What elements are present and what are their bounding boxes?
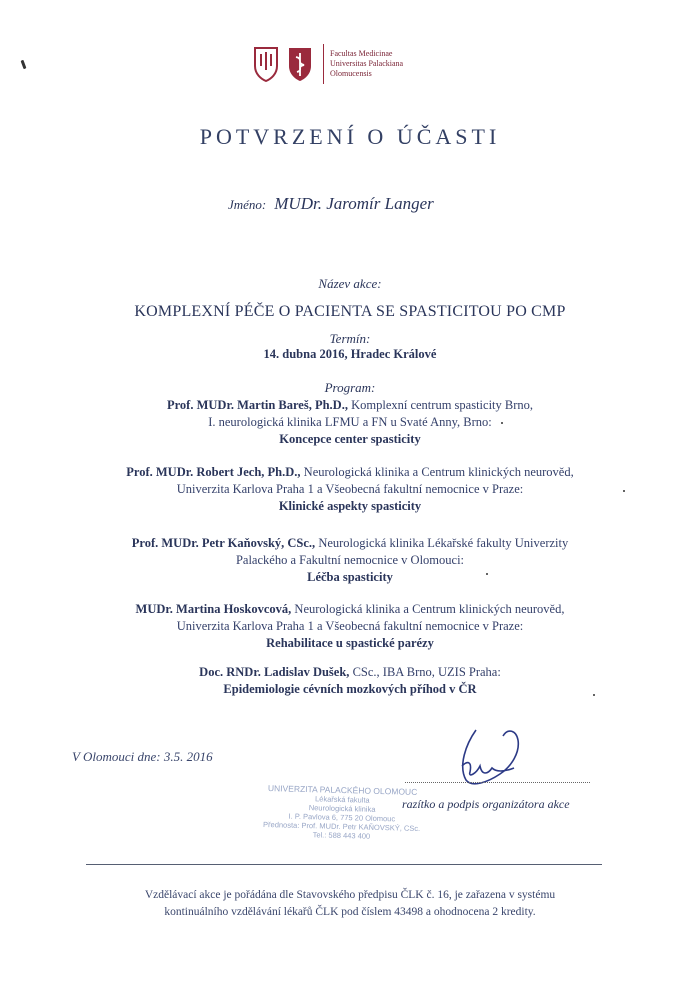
speaker-name: Prof. MUDr. Martin Bareš, Ph.D., (166, 398, 348, 412)
speaker-affiliation: Neurologická klinika Lékařské fakulty Univerzity (315, 536, 569, 550)
faculty-logo (253, 44, 403, 84)
scan-speck (593, 694, 595, 696)
speaker-name: Prof. MUDr. Petr Kaňovský, CSc., (131, 536, 316, 550)
logo-divider (323, 44, 324, 84)
medical-crest-icon (287, 46, 313, 82)
program-item (0, 601, 700, 652)
stamp-line: Neurologická klinika (308, 803, 376, 814)
scan-speck (486, 573, 488, 575)
lecture-topic: Klinické aspekty spasticity (278, 499, 422, 513)
stamp-line: Lékařská fakulta (314, 794, 370, 805)
speaker-name: Prof. MUDr. Robert Jech, Ph.D., (126, 465, 301, 479)
lecture-topic: Léčba spasticity (307, 570, 393, 584)
lecture-topic: Epidemiologie cévních mozkových příhod v ČR (223, 682, 477, 696)
speaker-affiliation: Palackého a Fakultní nemocnice v Olomouci: (235, 553, 465, 567)
faculty-line: Olomucensis (330, 69, 372, 78)
document-title: POTVRZENÍ O ÚČASTI (199, 124, 501, 149)
speaker-affiliation: Komplexní centrum spasticity Brno, (347, 398, 534, 412)
stamp-line: Tel.: 588 443 400 (312, 830, 371, 841)
program-item (0, 664, 700, 698)
term-value: 14. dubna 2016, Hradec Králové (263, 347, 437, 361)
speaker-affiliation: Neurologická klinika a Centrum klinických neurověd, (300, 465, 574, 479)
stamp-line: UNIVERZITA PALACKÉHO OLOMOUC (267, 783, 418, 797)
program-label: Program: (324, 380, 376, 395)
program-item (0, 397, 700, 448)
signature-label: razítko a podpis organizátora akce (402, 797, 570, 811)
speaker-name: MUDr. Martina Hoskovcová, (135, 602, 292, 616)
term-label: Termín: (329, 331, 371, 346)
stamp-line: I. P. Pavlova 6, 775 20 Olomouc (288, 811, 396, 824)
accreditation-note (0, 887, 700, 921)
speaker-affiliation: Neurologická klinika a Centrum klinických neurověd, (291, 602, 565, 616)
speaker-affiliation: Univerzita Karlova Praha 1 a Všeobecná fakultní nemocnice v Praze: (176, 619, 524, 633)
lecture-topic: Rehabilitace u spastické parézy (266, 636, 434, 650)
place-date: V Olomouci dne: 3.5. 2016 (72, 749, 213, 764)
faculty-name (330, 49, 403, 79)
footer-divider (86, 864, 602, 865)
event-label: Název akce: (318, 276, 382, 291)
event-name: KOMPLEXNÍ PÉČE O PACIENTA SE SPASTICITOU PO CMP (134, 303, 566, 320)
footer-line: kontinuálního vzdělávání lékařů ČLK pod číslem 43498 a ohodnocena 2 kredity. (164, 906, 536, 918)
official-stamp (261, 784, 422, 842)
speaker-affiliation: Univerzita Karlova Praha 1 a Všeobecná fakultní nemocnice v Praze: (176, 482, 524, 496)
program-item (0, 535, 700, 586)
speaker-affiliation: I. neurologická klinika LFMU a FN u Svaté Anny, Brno: (208, 415, 492, 429)
scan-speck (501, 422, 503, 424)
lecture-topic: Koncepce center spasticity (279, 432, 421, 446)
speaker-affiliation: CSc., IBA Brno, UZIS Praha: (349, 665, 501, 679)
participant-line (228, 194, 434, 214)
participant-label: Jméno: (228, 197, 267, 212)
scan-speck (623, 490, 625, 492)
speaker-name: Doc. RNDr. Ladislav Dušek, (199, 665, 350, 679)
signature-line (405, 782, 590, 783)
university-crest-icon (253, 46, 279, 82)
stamp-line: Přednosta: Prof. MUDr. Petr KAŇOVSKÝ, CSc. (262, 819, 421, 834)
scan-speck (21, 60, 27, 69)
program-item (0, 464, 700, 515)
participant-name: MUDr. Jaromír Langer (274, 194, 434, 213)
faculty-line: Universitas Palackiana (330, 59, 404, 68)
faculty-line: Facultas Medicinae (330, 49, 393, 58)
footer-line: Vzdělávací akce je pořádána dle Stavovského předpisu ČLK č. 16, je zařazena v systému (144, 889, 556, 901)
